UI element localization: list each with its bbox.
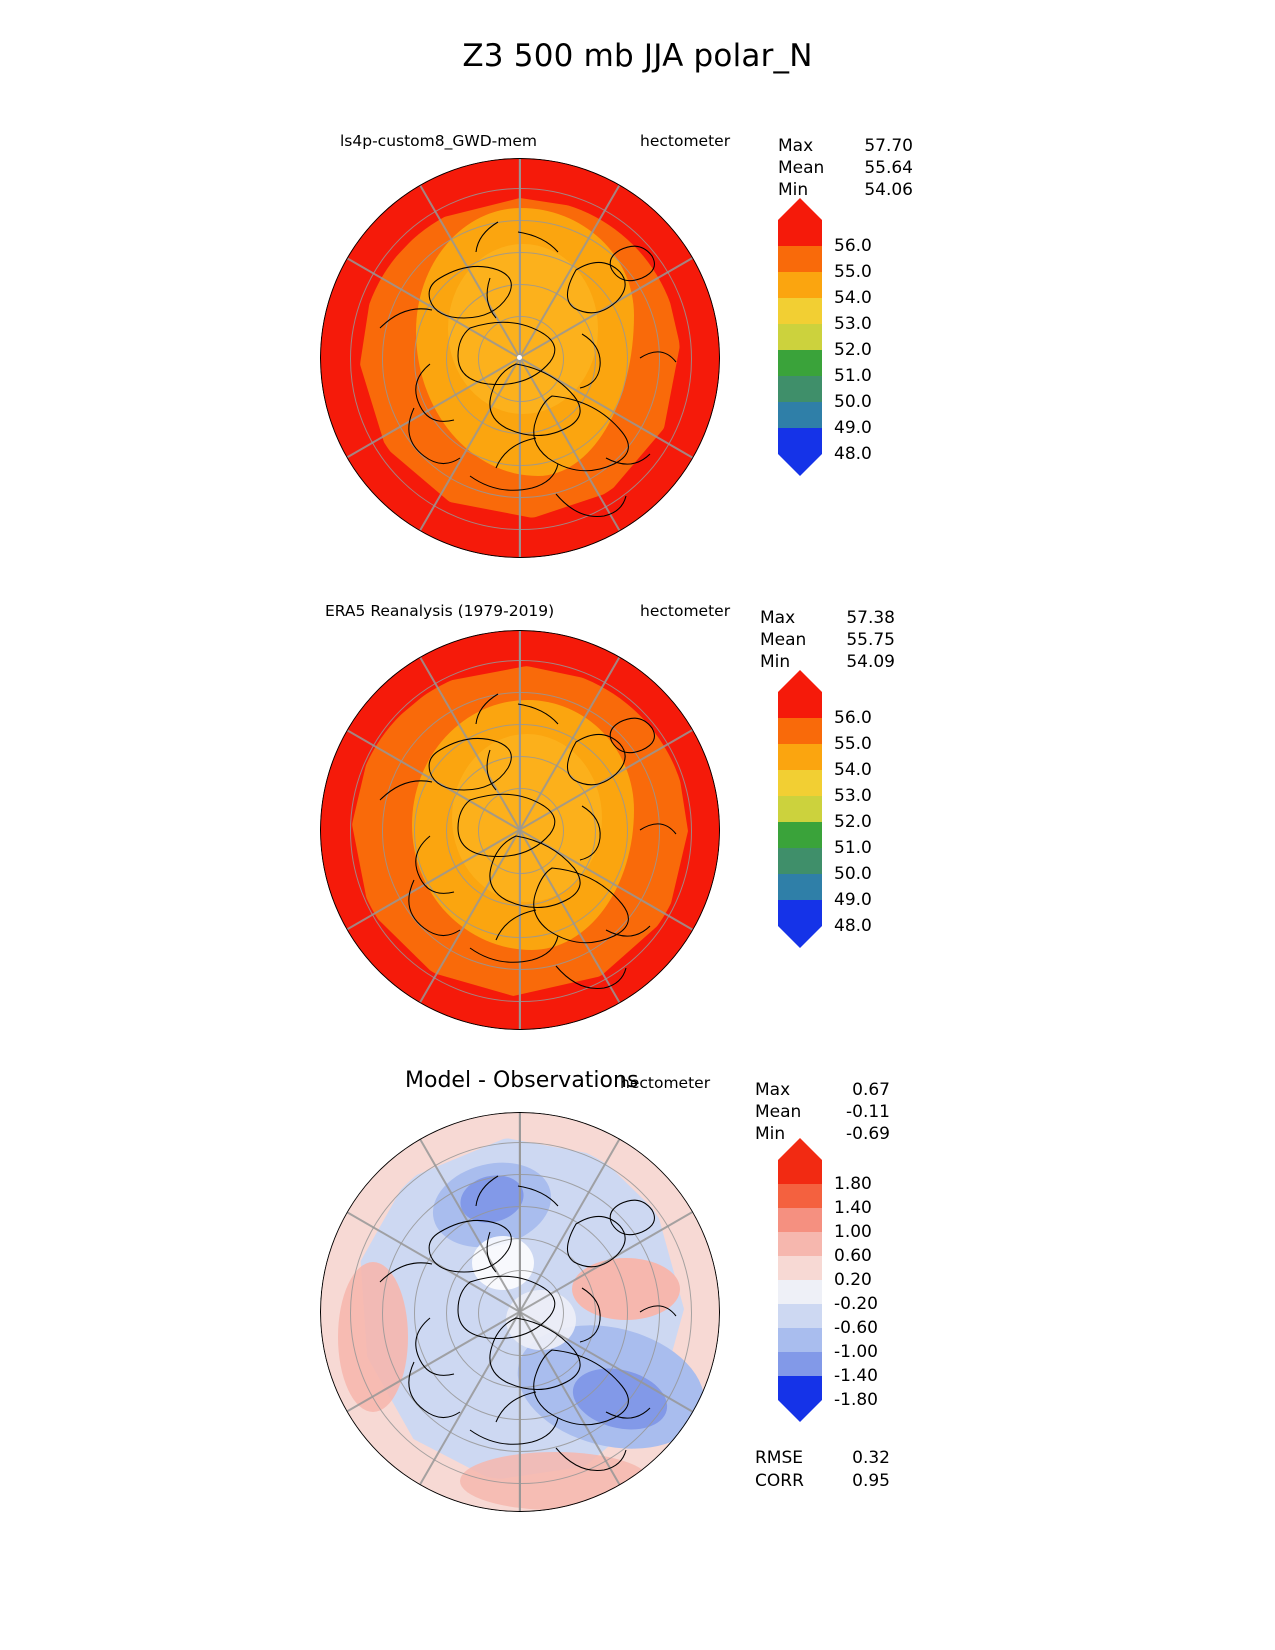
stat-value: 0.95 (852, 1471, 890, 1491)
colorbar-bottom-arrow (778, 926, 822, 948)
colorbar-tick: 52.0 (834, 812, 872, 832)
colorbar-tick: 55.0 (834, 262, 872, 282)
colorbar-tick: 50.0 (834, 392, 872, 412)
panel-units-model: hectometer (640, 132, 731, 150)
stat-key: Max (755, 1080, 791, 1100)
stat-row (755, 1102, 890, 1124)
colorbar-tick: 55.0 (834, 734, 872, 754)
stat-value: 54.09 (846, 652, 895, 672)
stat-value: 57.38 (846, 608, 895, 628)
stats-difference (755, 1080, 890, 1146)
colorbar-tick: 48.0 (834, 916, 872, 936)
map-model (320, 158, 720, 558)
stat-key: Min (755, 1124, 786, 1144)
stat-row (760, 608, 895, 630)
colorbar-tick: 53.0 (834, 314, 872, 334)
map-disc-difference (320, 1112, 720, 1512)
colorbar-tick: 1.00 (834, 1222, 872, 1242)
stat-key: Max (778, 136, 814, 156)
colorbar-tick: 1.40 (834, 1198, 872, 1218)
panel-difference (0, 1050, 1275, 1610)
stat-row (760, 630, 895, 652)
map-difference (320, 1112, 720, 1512)
stat-row (778, 136, 913, 158)
stat-key: Min (778, 180, 809, 200)
colorbar-bottom-arrow (778, 454, 822, 476)
map-observation (320, 630, 720, 1030)
stat-key: CORR (755, 1471, 804, 1491)
panel-units-observation: hectometer (640, 602, 731, 620)
stat-key: Max (760, 608, 796, 628)
stat-key: Mean (778, 158, 825, 178)
map-disc-model (320, 158, 720, 558)
stat-value: 55.64 (864, 158, 913, 178)
stat-row (755, 1080, 890, 1102)
stat-row (755, 1124, 890, 1146)
map-disc-observation (320, 630, 720, 1030)
colorbar-tick: 56.0 (834, 236, 872, 256)
colorbar-tick: 48.0 (834, 444, 872, 464)
stat-key: Mean (760, 630, 807, 650)
stats-observation (760, 608, 895, 674)
stat-value: -0.69 (846, 1124, 890, 1144)
colorbar-tick: 0.60 (834, 1246, 872, 1266)
panel-label-model: ls4p-custom8_GWD-mem (340, 132, 537, 150)
colorbar-tick: 51.0 (834, 838, 872, 858)
stat-value: 54.06 (864, 180, 913, 200)
colorbar-bottom-arrow (778, 1400, 822, 1422)
colorbar-tick: -0.20 (834, 1294, 878, 1314)
stat-key: Mean (755, 1102, 802, 1122)
stat-value: 0.67 (852, 1080, 890, 1100)
colorbar-tick: 52.0 (834, 340, 872, 360)
stats-model (778, 136, 913, 202)
stat-key: RMSE (755, 1448, 804, 1468)
panel-units-difference: hectometer (620, 1074, 711, 1092)
colorbar-tick: 49.0 (834, 890, 872, 910)
colorbar-tick: 51.0 (834, 366, 872, 386)
colorbar-tick: 50.0 (834, 864, 872, 884)
stat-row (755, 1471, 890, 1494)
colorbar-tick: -1.40 (834, 1366, 878, 1386)
colorbar-tick: 49.0 (834, 418, 872, 438)
colorbar-tick: 53.0 (834, 786, 872, 806)
colorbar-tick: -0.60 (834, 1318, 878, 1338)
colorbar-tick: -1.80 (834, 1390, 878, 1410)
panel-label-observation: ERA5 Reanalysis (1979-2019) (325, 602, 555, 620)
stat-value: 57.70 (864, 136, 913, 156)
stat-row (755, 1448, 890, 1471)
colorbar-tick: 56.0 (834, 708, 872, 728)
colorbar-tick: 0.20 (834, 1270, 872, 1290)
stat-row (760, 652, 895, 674)
stat-key: Min (760, 652, 791, 672)
panel-model (0, 110, 1275, 580)
stat-value: 55.75 (846, 630, 895, 650)
colorbar-tick: 1.80 (834, 1174, 872, 1194)
colorbar-tick: 54.0 (834, 760, 872, 780)
stat-value: -0.11 (846, 1102, 890, 1122)
stat-row (778, 180, 913, 202)
panel-observation (0, 580, 1275, 1050)
stat-row (778, 158, 913, 180)
figure-title: Z3 500 mb JJA polar_N (462, 38, 813, 74)
stat-value: 0.32 (852, 1448, 890, 1468)
colorbar-tick: 54.0 (834, 288, 872, 308)
footer-stats-difference (755, 1448, 890, 1494)
colorbar-tick: -1.00 (834, 1342, 878, 1362)
panel-label-difference: Model - Observations (405, 1068, 639, 1093)
